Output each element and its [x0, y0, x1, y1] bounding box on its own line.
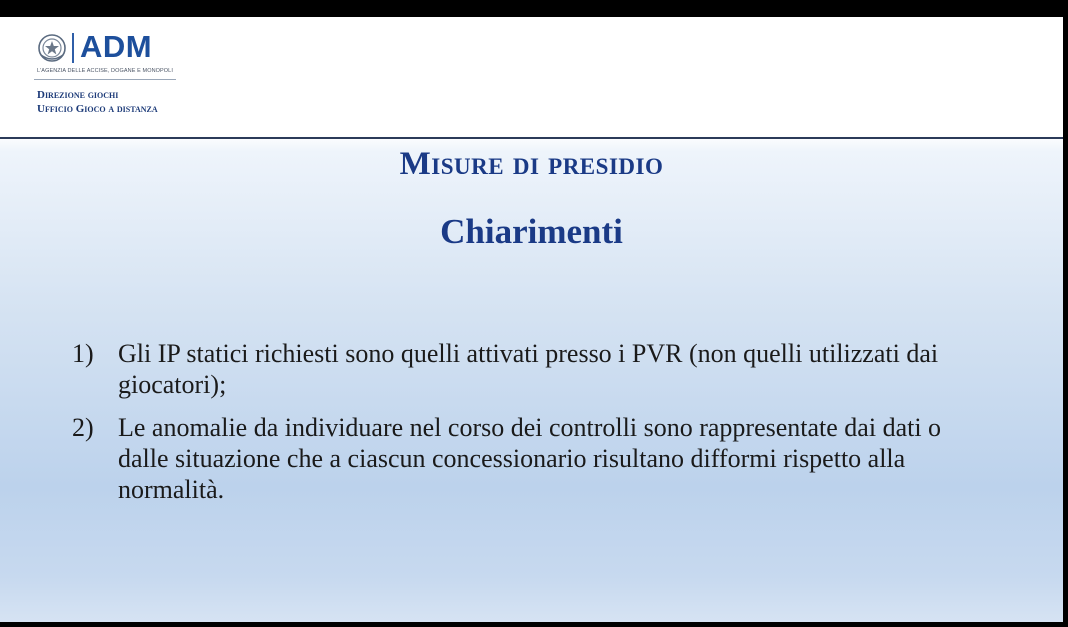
list-item-text: Gli IP statici richiesti sono quelli attivati presso i PVR (non quelli utilizzati dai giocatori);	[118, 339, 939, 399]
list-item-number: 2)	[72, 413, 94, 442]
direction-label: Direzione giochi	[37, 89, 119, 101]
logo-text: ADM	[80, 29, 153, 64]
logo-underline	[34, 79, 176, 80]
list-item	[72, 412, 992, 505]
slide-subtitle: Chiarimenti	[440, 212, 623, 251]
header-divider	[0, 137, 1063, 139]
logo-divider	[72, 33, 74, 63]
clarifications-list	[72, 338, 992, 517]
list-item-text: Le anomalie da individuare nel corso dei controlli sono rappresentate dai dati o dalle situazione che a ciascun concessionario risultano difformi rispetto alla normalità.	[118, 413, 942, 504]
agency-name: L'AGENZIA DELLE ACCISE, DOGANE E MONOPOLI	[37, 68, 173, 74]
office-label: Ufficio Gioco a distanza	[37, 103, 158, 115]
list-item	[72, 338, 992, 400]
adm-logo	[34, 31, 174, 81]
list-item-number: 1)	[72, 339, 94, 368]
slide-header	[0, 17, 1063, 135]
slide	[0, 17, 1063, 622]
italian-emblem-icon	[37, 33, 67, 63]
slide-title: Misure di presidio	[399, 146, 664, 182]
